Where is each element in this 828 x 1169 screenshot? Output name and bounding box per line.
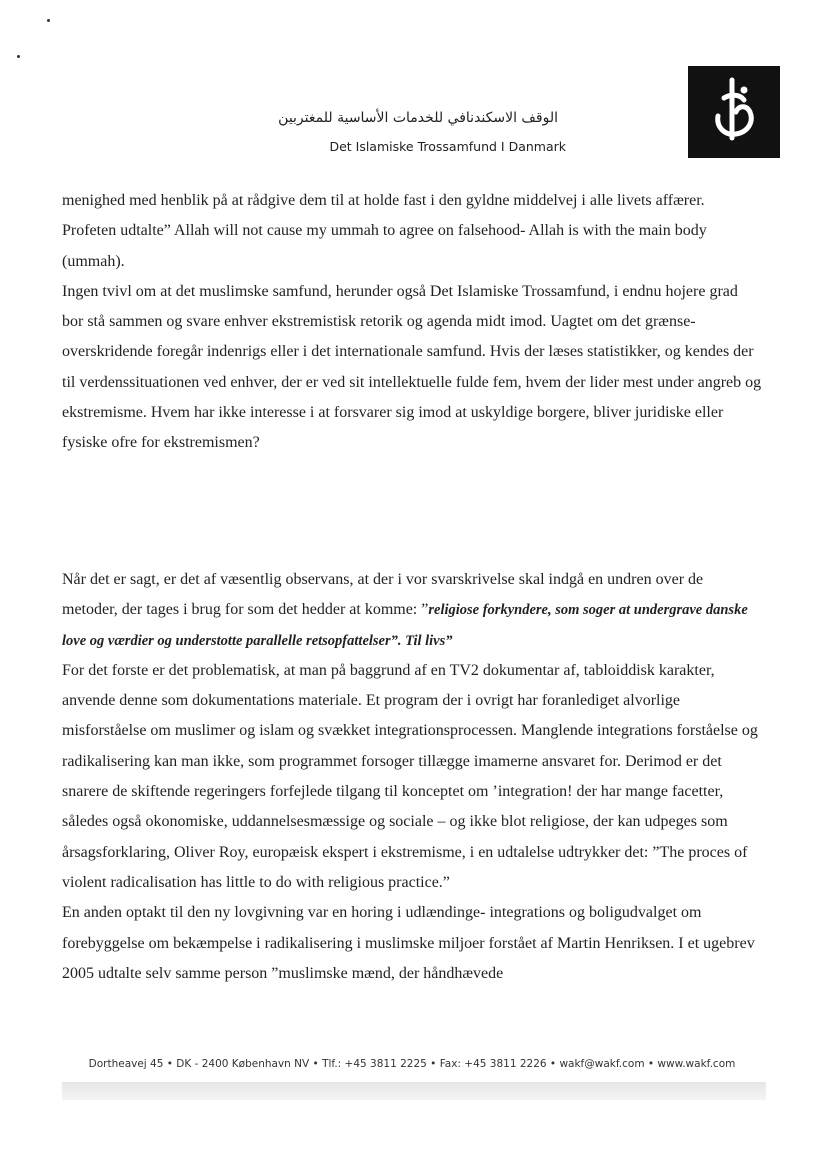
scan-speck [47,19,50,22]
scan-shadow-band [62,1082,766,1100]
paragraph-lead: Når det er sagt, er det af væsentlig observans, at der i vor svarskrivelse skal indgå en undren over de metoder, der tages i brug for som det hedder at komme: ” [62,571,704,619]
quoted-phrase: religiose forkyndere, som soger at undergrave danske love og værdier og understotte parallelle retsopfattelser”. Til livs” [62,602,748,649]
scan-speck [17,55,20,58]
wakf-logo-icon [688,66,780,158]
letter-body-section-1 [62,186,762,459]
arabic-organization-name: الوقف الاسكندنافي للخدمات الأساسية للمغتربين [278,110,558,126]
letter-body-section-2 [62,565,762,989]
paragraph: For det forste er det problematisk, at man på baggrund af en TV2 dokumentar af, tabloiddisk karakter, anvende denne som dokumentations materiale. Et program der i ovrigt har foranlediget alvorlige misforståelse om muslimer og islam og svækket integrationsprocessen. Manglende integrations forståelse og radikalisering kan man ikke, som programmet forsoger tillægge imamerne ansvaret for. Derimod er det snarere de skiftende regeringers forfejlede tilgang til konceptet om ’integration! der har mange facetter, således også okonomiske, uddannelsesmæssige og sociale – og ikke blot religiose, der kan udpeges som årsagsforklaring, Oliver Roy, europæisk ekspert i ekstremisme, i en udtalelse udtrykker det: ”The proces of violent radicalisation has little to do with religious practice.” [62,661,758,891]
footer-address: Dortheavej 45 • DK - 2400 København NV • Tlf.: +45 3811 2225 • Fax: +45 3811 2226 • wakf@wakf.com • www.wakf.com [88,1058,736,1070]
paragraph: menighed med henblik på at rådgive dem til at holde fast i den gyldne middelvej i alle livets affærer. Profeten udtalte” Allah will not cause my ummah to agree on falsehood- Allah is with the main body (ummah). [62,192,707,270]
logo-glyph [704,76,764,148]
letterhead [278,66,700,160]
paragraph: En anden optakt til den ny lovgivning var en horing i udlændinge- integrations og boligudvalget om forebyggelse om bekæmpelse i radikalisering i muslimske miljoer forstået af Martin Henriksen. I et ugebrev 2005 udtalte selv samme person ”muslimske mænd, der håndhævede [62,904,755,982]
organization-name: Det Islamiske Trossamfund I Danmark [329,139,566,154]
paragraph: Ingen tvivl om at det muslimske samfund, herunder også Det Islamiske Trossamfund, i endnu hojere grad bor stå sammen og svare enhver ekstremistisk retorik og agenda midt imod. Uagtet om det grænse- overskridende foregår indenrigs eller i det internationale samfund. Hvis der læses statistikker, og kendes der til verdenssituationen ved enhver, der er ved sit intellektuelle fulde fem, hvem der lider mest under angreb og ekstremisme. Hvem har ikke interesse i at forsvarer sig imod at uskyldige borgere, bliver juridiske eller fysiske ofre for ekstremismen? [62,282,762,452]
paragraph [62,565,762,656]
